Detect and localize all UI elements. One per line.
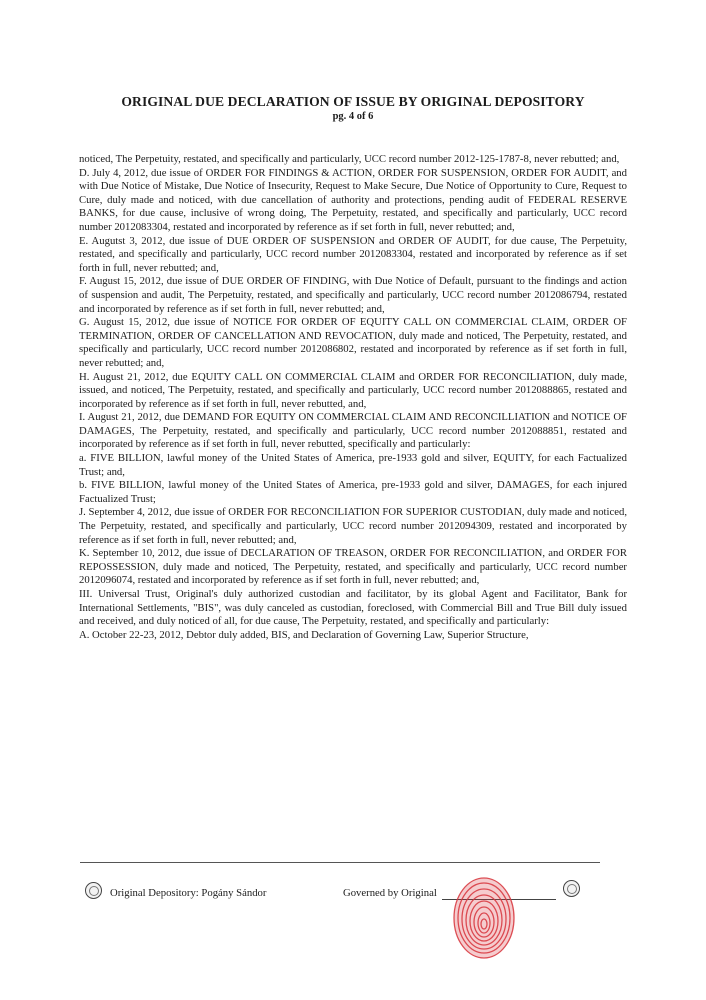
thumbprint-icon [448, 870, 520, 962]
paragraph: G. August 15, 2012, due issue of NOTICE FOR ORDER OF EQUITY CALL ON COMMERCIAL CLAIM, ORDER OF TERMINATION, ORDER OF CANCELLATION AND REVOCATION, duly made and noticed, The Perpetuity, restated, and specifically and particularly, UCC record number 2012086802, restated and incorporated by reference as if set forth in full, never rebutted; and, [79, 316, 627, 369]
paragraph: I. August 21, 2012, due DEMAND FOR EQUITY ON COMMERCIAL CLAIM AND RECONCILLIATION and NOTICE OF DAMAGES, The Perpetuity, restated, and specifically and particularly, UCC record number 2012088851, restated and incorporated by reference as if set forth in full, never rebutted, specifically and particularly: [79, 411, 627, 451]
page-number: pg. 4 of 6 [332, 111, 374, 122]
document-body [79, 153, 627, 642]
paragraph: D. July 4, 2012, due issue of ORDER FOR FINDINGS & ACTION, ORDER FOR SUSPENSION, ORDER FOR AUDIT, and with Due Notice of Mistake, Due Notice of Insecurity, Request to Make Secure, Due Notice of Opportunity to Cure, Request to Cure, duly made and noticed, with due cancellation of authority and protections, pending audit of FEDERAL RESERVE BANKS, for due cause, inclusive of wrong doing, The Perpetuity, restated, and specifically and particularly, UCC record number 2012083304, restated and incorporated by reference as if set forth in full, never rebutted; and, [79, 166, 627, 233]
paragraph: J. September 4, 2012, due issue of ORDER FOR RECONCILIATION FOR SUPERIOR CUSTODIAN, duly made and noticed, The Perpetuity, restated, and specifically and particularly, UCC record number 2012094309, restated and incorporated by reference as if set forth in full, never rebutted; and, [79, 506, 627, 546]
governed-label: Governed by Original [343, 887, 437, 899]
paragraph: E. Augutst 3, 2012, due issue of DUE ORDER OF SUSPENSION and ORDER OF AUDIT, for due cause, The Perpetuity, restated, and specifically and particularly, UCC record number 2012083304, restated and incorporated by reference as if set forth in full, never rebutted; and, [79, 234, 627, 274]
paragraph: b. FIVE BILLION, lawful money of the United States of America, pre-1933 gold and silver, DAMAGES, for each injured Factualized Trust; [79, 479, 627, 505]
seal-icon [563, 880, 580, 897]
footer-divider [80, 862, 600, 863]
paragraph: noticed, The Perpetuity, restated, and specifically and particularly, UCC record number 2012-125-1787-8, never rebutted; and, [79, 153, 620, 165]
paragraph: A. October 22-23, 2012, Debtor duly added, BIS, and Declaration of Governing Law, Superior Structure, [79, 628, 529, 641]
paragraph: F. August 15, 2012, due issue of DUE ORDER OF FINDING, with Due Notice of Default, pursuant to the findings and action of suspension and audit, The Perpetuity, restated, and specifically and particularly, UCC record number 2012086794, restated and incorporated by reference as if set forth in full, never rebutted; and, [79, 275, 627, 315]
paragraph: III. Universal Trust, Original's duly authorized custodian and facilitator, by its global Agent and Facilitator, Bank for International Settlements, "BIS", was duly canceled as custodian, foreclosed, with Commercial Bill and True Bill duly issued and received, and duly noticed of all, for due cause, The Perpetuity, restated, and specifically and particularly: [79, 588, 627, 628]
paragraph: H. August 21, 2012, due EQUITY CALL ON COMMERCIAL CLAIM and ORDER FOR RECONCILIATION, duly made, issued, and noticed, The Perpetuity, restated, and specifically and particularly, UCC record number 2012088865, restated and incorporated by reference as if set forth in full, never rebutted, and, [79, 370, 627, 410]
seal-icon [85, 882, 102, 899]
page-title: ORIGINAL DUE DECLARATION OF ISSUE BY ORIGINAL DEPOSITORY [121, 94, 585, 109]
depository-label: Original Depository: Pogány Sándor [110, 887, 267, 899]
paragraph: a. FIVE BILLION, lawful money of the United States of America, pre-1933 gold and silver, EQUITY, for each Factualized Trust; and, [79, 452, 627, 478]
paragraph: K. September 10, 2012, due issue of DECLARATION OF TREASON, ORDER FOR RECONCILIATION, and ORDER FOR REPOSSESSION, duly made and noticed, The Perpetuity, restated, and specifically and particularly, UCC record number 2012096074, restated and incorporated by reference as if set forth in full, never rebutted; and, [79, 547, 627, 587]
